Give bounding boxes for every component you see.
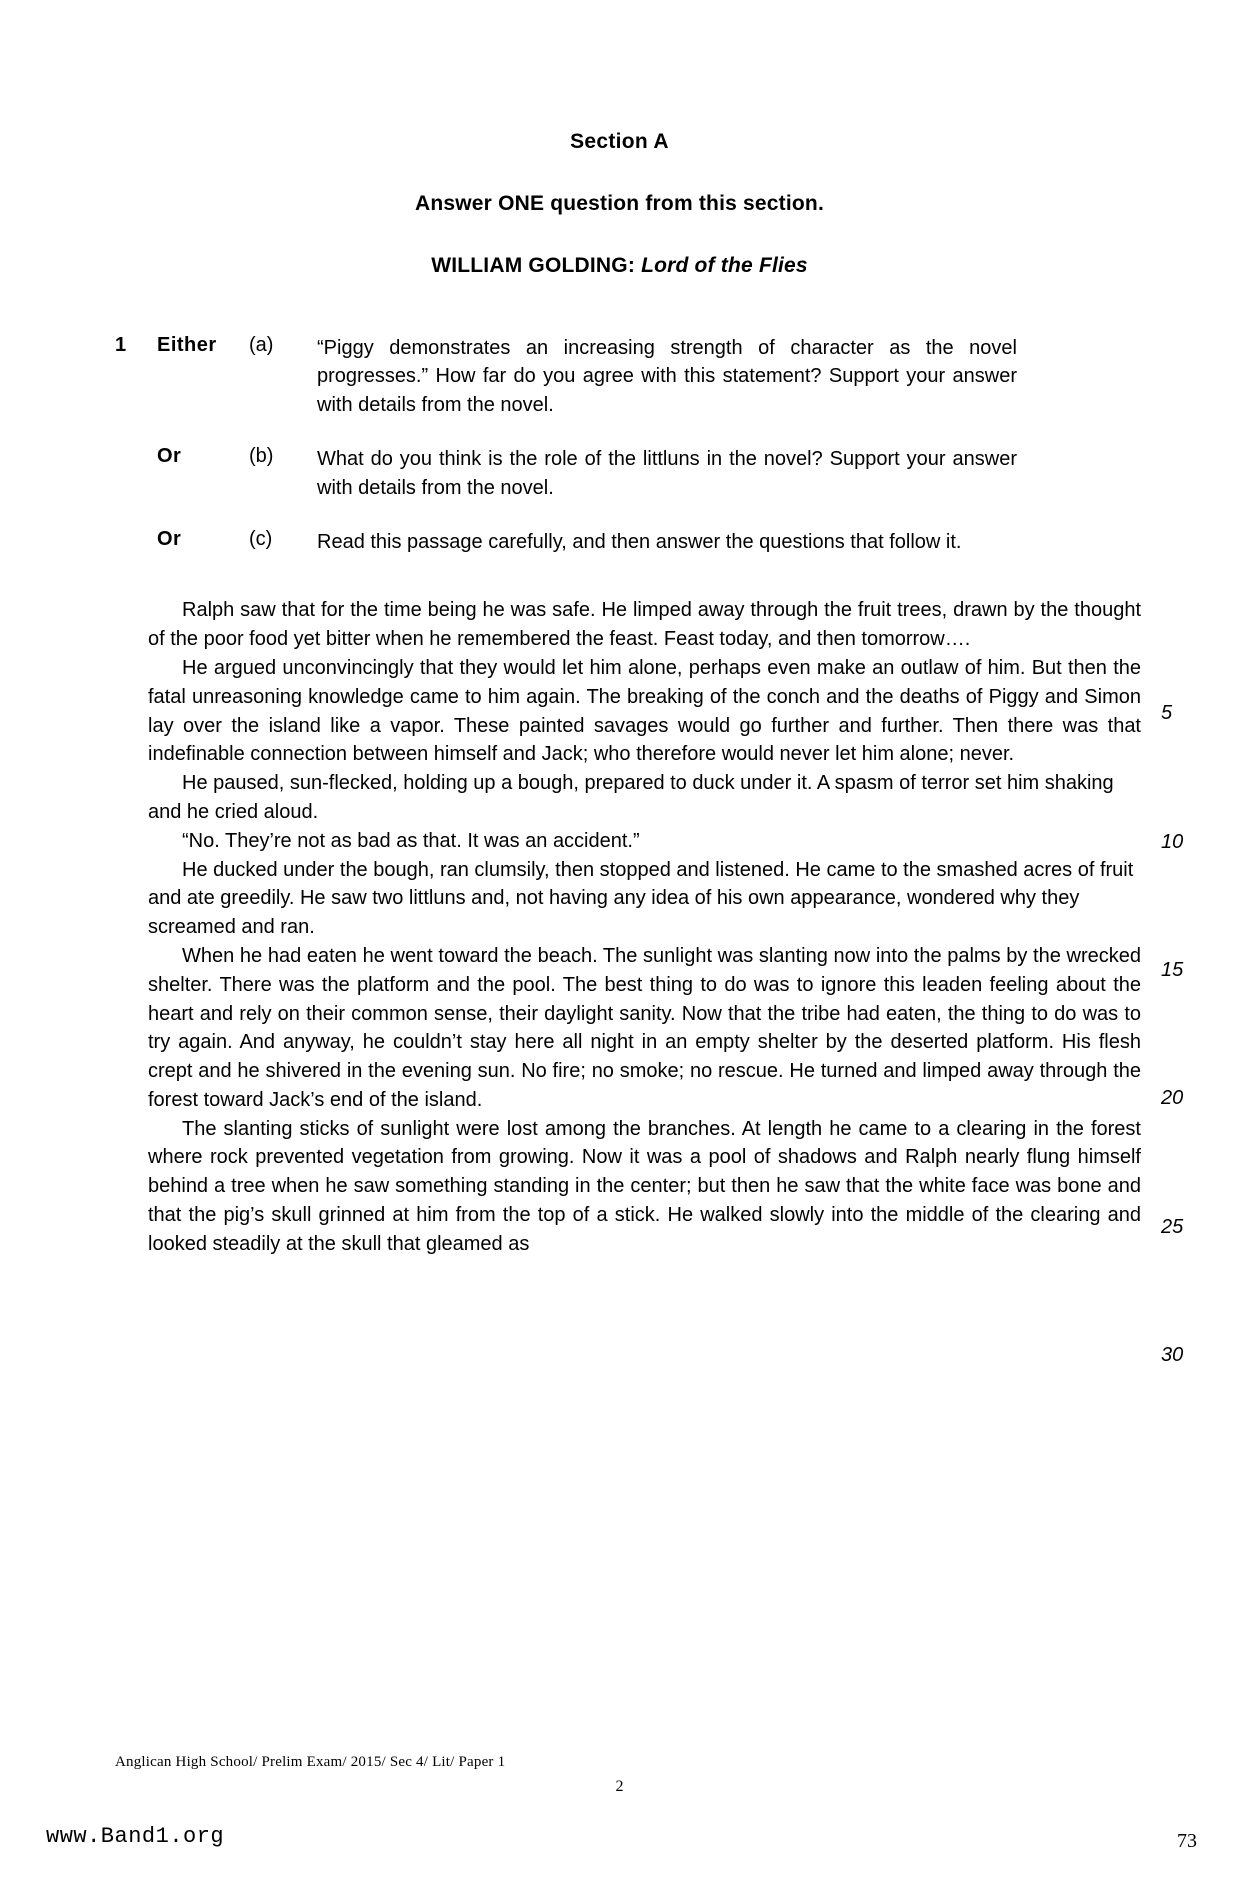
passage-paragraph: When he had eaten he went toward the beach. The sunlight was slanting now into the palms by the wrecked shelter. There was the platform and the pool. The best thing to do was to ignore this leaden feeling about the heart and rely on their common sense, their daylight sanity. Now that the tribe had eaten, the thing to do was to try again. And anyway, he couldn’t stay here all night in an empty shelter by the deserted platform. His flesh crept and he shivered in the evening sun. No fire; no smoke; no rescue. He turned and limped away through the forest toward Jack’s end of the island. [148, 944, 1141, 1111]
question-letter: (c) [249, 527, 273, 550]
section-heading: Section A [570, 130, 669, 153]
line-number: 30 [1161, 1344, 1184, 1367]
passage-extract [0, 596, 1239, 1367]
passage-paragraph: He ducked under the bough, ran clumsily, then stopped and listened. He came to the smashed acres of fruit and ate greedily. He saw two littluns and, not having any idea of his own appearance, wondered why they screamed and ran. [148, 858, 1134, 939]
question-item-a [0, 334, 1239, 419]
passage-paragraph: He paused, sun-flecked, holding up a bough, prepared to duck under it. A spasm of terror set him shaking and he cried aloud. [148, 772, 1114, 823]
question-text: Read this passage carefully, and then answer the questions that follow it. [317, 530, 962, 553]
author-heading [0, 254, 1239, 278]
footer-exam-reference: Anglican High School/ Prelim Exam/ 2015/ Sec 4/ Lit/ Paper 1 [115, 1754, 506, 1770]
page-number: 2 [615, 1778, 624, 1795]
question-letter: (b) [249, 445, 274, 468]
question-list [0, 334, 1239, 556]
question-text: “Piggy demonstrates an increasing strength of character as the novel progresses.” How far do you agree with this statement? Support your answer with details from the novel. [317, 337, 1017, 416]
line-number: 10 [1161, 831, 1184, 854]
passage-paragraph: The slanting sticks of sunlight were lost among the branches. At length he came to a clearing in the forest where rock prevented vegetation from growing. Now it was a pool of shadows and Ralph nearly flung himself behind a tree when he saw something standing in the center; but then he saw that the white face was bone and that the pig’s skull grinned at him from the top of a stick. He walked slowly into the middle of the clearing and looked steadily at the skull that gleamed as [148, 1117, 1141, 1255]
question-option-word: Or [157, 445, 182, 468]
question-item-c [0, 528, 1239, 556]
author-name: WILLIAM GOLDING: [431, 254, 642, 277]
question-option-word: Either [157, 334, 217, 356]
section-instruction: Answer ONE question from this section. [415, 192, 824, 215]
document-corner-number: 73 [1177, 1830, 1197, 1852]
line-number: 25 [1161, 1216, 1184, 1239]
line-number: 15 [1161, 959, 1184, 982]
question-number: 1 [115, 334, 127, 356]
passage-paragraph-dialogue: “No. They’re not as bad as that. It was an accident.” [182, 829, 640, 852]
question-text: What do you think is the role of the littluns in the novel? Support your answer with details from the novel. [317, 448, 1017, 499]
document-page [0, 130, 1239, 1884]
question-option-word: Or [157, 527, 182, 550]
page-header [0, 130, 1239, 278]
line-number: 5 [1161, 702, 1173, 725]
work-title: Lord of the Flies [641, 254, 808, 277]
line-number: 20 [1161, 1087, 1184, 1110]
site-watermark-url: www.Band1.org [46, 1824, 225, 1849]
passage-paragraph: He argued unconvincingly that they would let him alone, perhaps even make an outlaw of him. But then the fatal unreasoning knowledge came to him again. The breaking of the conch and the deaths of Piggy and Simon lay over the island like a vapor. These painted savages would go further and further. Then there was that indefinable connection between himself and Jack; who therefore would never let him alone; never. [148, 656, 1141, 766]
question-item-b [0, 445, 1239, 502]
question-letter: (a) [249, 334, 274, 356]
passage-paragraph: Ralph saw that for the time being he was safe. He limped away through the fruit trees, drawn by the thought of the poor food yet bitter when he remembered the feast. Feast today, and then tomorrow…. [148, 599, 1141, 651]
